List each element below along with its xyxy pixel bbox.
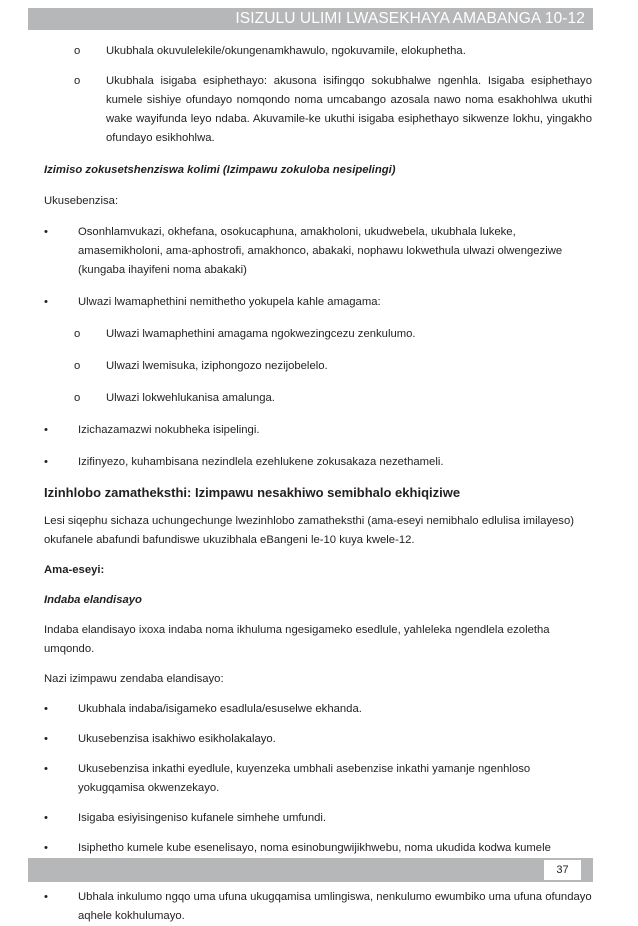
list-item-text: Ukusebenzisa isakhiwo esikholakalayo.: [78, 733, 276, 745]
bullet-marker: •: [44, 456, 48, 468]
list-item: [44, 325, 592, 344]
usage-label: Ukusebenzisa:: [44, 195, 119, 207]
section-heading: Izimiso zokusetshenziswa kolimi (Izimpawu zokuloba nesipelingi): [44, 164, 396, 176]
footer-bar: [28, 858, 593, 882]
list-item-text: Ukubhala okuvulelekile/okungenamkhawulo, ngokuvamile, elokuphetha.: [106, 45, 466, 57]
essays-label: Ama-eseyi:: [44, 564, 105, 576]
bullet-marker: •: [44, 891, 48, 903]
list-item-text: Ulwazi lwamaphethini nemithetho yokupela kahle amagama:: [78, 296, 381, 308]
sub-marker: o: [74, 45, 81, 57]
list-item: [44, 809, 592, 828]
sub-marker: o: [74, 360, 81, 372]
header-bar: [28, 8, 593, 30]
list-item-text: Ukusebenzisa inkathi eyedlule, kuyenzeka umbhali asebenzise inkathi yamanje ngenhloso yokugqamisa okwenzekayo.: [78, 763, 531, 794]
list-item: [44, 700, 592, 719]
list-item-text: Isigaba esiyisingeniso kufanele simhehe umfundi.: [78, 812, 327, 824]
list-item: [44, 389, 592, 408]
list-item: [44, 293, 592, 312]
list-item: [44, 888, 592, 926]
list-item-text: Izichazamazwi nokubheka isipelingi.: [78, 424, 260, 436]
list-item-text: Ulwazi lwemisuka, iziphongozo nezijobelelo.: [106, 360, 328, 372]
page-number: 37: [544, 860, 581, 880]
header-title: ISIZULU ULIMI LWASEKHAYA AMABANGA 10-12: [235, 10, 585, 27]
sub-marker: o: [74, 75, 81, 87]
bullet-marker: •: [44, 763, 48, 775]
list-item-text: Ulwazi lokwehlukanisa amalunga.: [106, 392, 275, 404]
bullet-marker: •: [44, 812, 48, 824]
list-item: [44, 730, 592, 749]
list-item-text: Ulwazi lwamaphethini amagama ngokwezingcezu zenkulumo.: [106, 328, 416, 340]
list-item: [44, 421, 592, 440]
list-item: [44, 357, 592, 376]
features-intro: Nazi izimpawu zendaba elandisayo:: [44, 673, 224, 685]
list-item: [44, 760, 592, 798]
sub-marker: o: [74, 328, 81, 340]
page-content: [44, 38, 592, 926]
bullet-marker: •: [44, 703, 48, 715]
list-item-text: Ubhala inkulumo ngqo uma ufuna ukugqamisa umlingiswa, nenkulumo ewumbiko uma ufuna ofundayo aqhele kokhulumayo.: [78, 891, 592, 922]
narrative-definition: Indaba elandisayo ixoxa indaba noma ikhuluma ngesigameko esedlule, yahleleka ngendlela ezoletha umqondo.: [44, 624, 550, 655]
list-item-text: Ukubhala indaba/isigameko esadlula/esuselwe ekhanda.: [78, 703, 362, 715]
list-item: [44, 453, 592, 472]
intro-paragraph: Lesi siqephu sichaza uchungechunge lwezinhlobo zamatheksthi (ama-eseyi nemibhalo edlulisa imilayeso) okufanele abafundi bafundiswe ukuzibhala eBangeni le-10 kuya kwele-12.: [44, 515, 574, 546]
list-item: [44, 72, 592, 148]
bullet-marker: •: [44, 842, 48, 854]
sub-marker: o: [74, 392, 81, 404]
list-item-text: Ukubhala isigaba esiphethayo: akusona isifingqo sokubhalwe ngenhla. Isigaba esiphethayo kumele sishiye ofundayo nomqondo noma umcabango azosala nawo noma esakhohlwa ukuthi wake wayifunda leyo ndaba. Akuvamile-ke ukuthi isigaba esiphethayo sikwenze lokhu, yingakho ofundayo esikhohlwa.: [106, 75, 592, 144]
list-item-text: Isiphetho kumele kube esenelisayo, noma esinobungwijikhwebu, noma ukudida kodwa kumele: [78, 842, 551, 854]
list-item-text: Osonhlamvukazi, okhefana, osokucaphuna, amakholoni, ukudwebela, ukubhala lukeke, amasemikholoni, ama-aphostrofi, amakhonco, abakaki, nophawu lokwethula ulwazi olwengeziwe (kungaba ihayifeni noma abakaki): [78, 226, 563, 276]
main-heading: Izinhlobo zamatheksthi: Izimpawu nesakhiwo semibhalo ekhiqiziwe: [44, 485, 461, 500]
bullet-marker: •: [44, 226, 48, 238]
bullet-marker: •: [44, 424, 48, 436]
list-item: [44, 42, 592, 61]
list-item: [44, 223, 592, 280]
narrative-label: Indaba elandisayo: [44, 594, 142, 606]
bullet-marker: •: [44, 296, 48, 308]
bullet-marker: •: [44, 733, 48, 745]
list-item-text: Izifinyezo, kuhambisana nezindlela ezehlukene zokusakaza nezethameli.: [78, 456, 444, 468]
